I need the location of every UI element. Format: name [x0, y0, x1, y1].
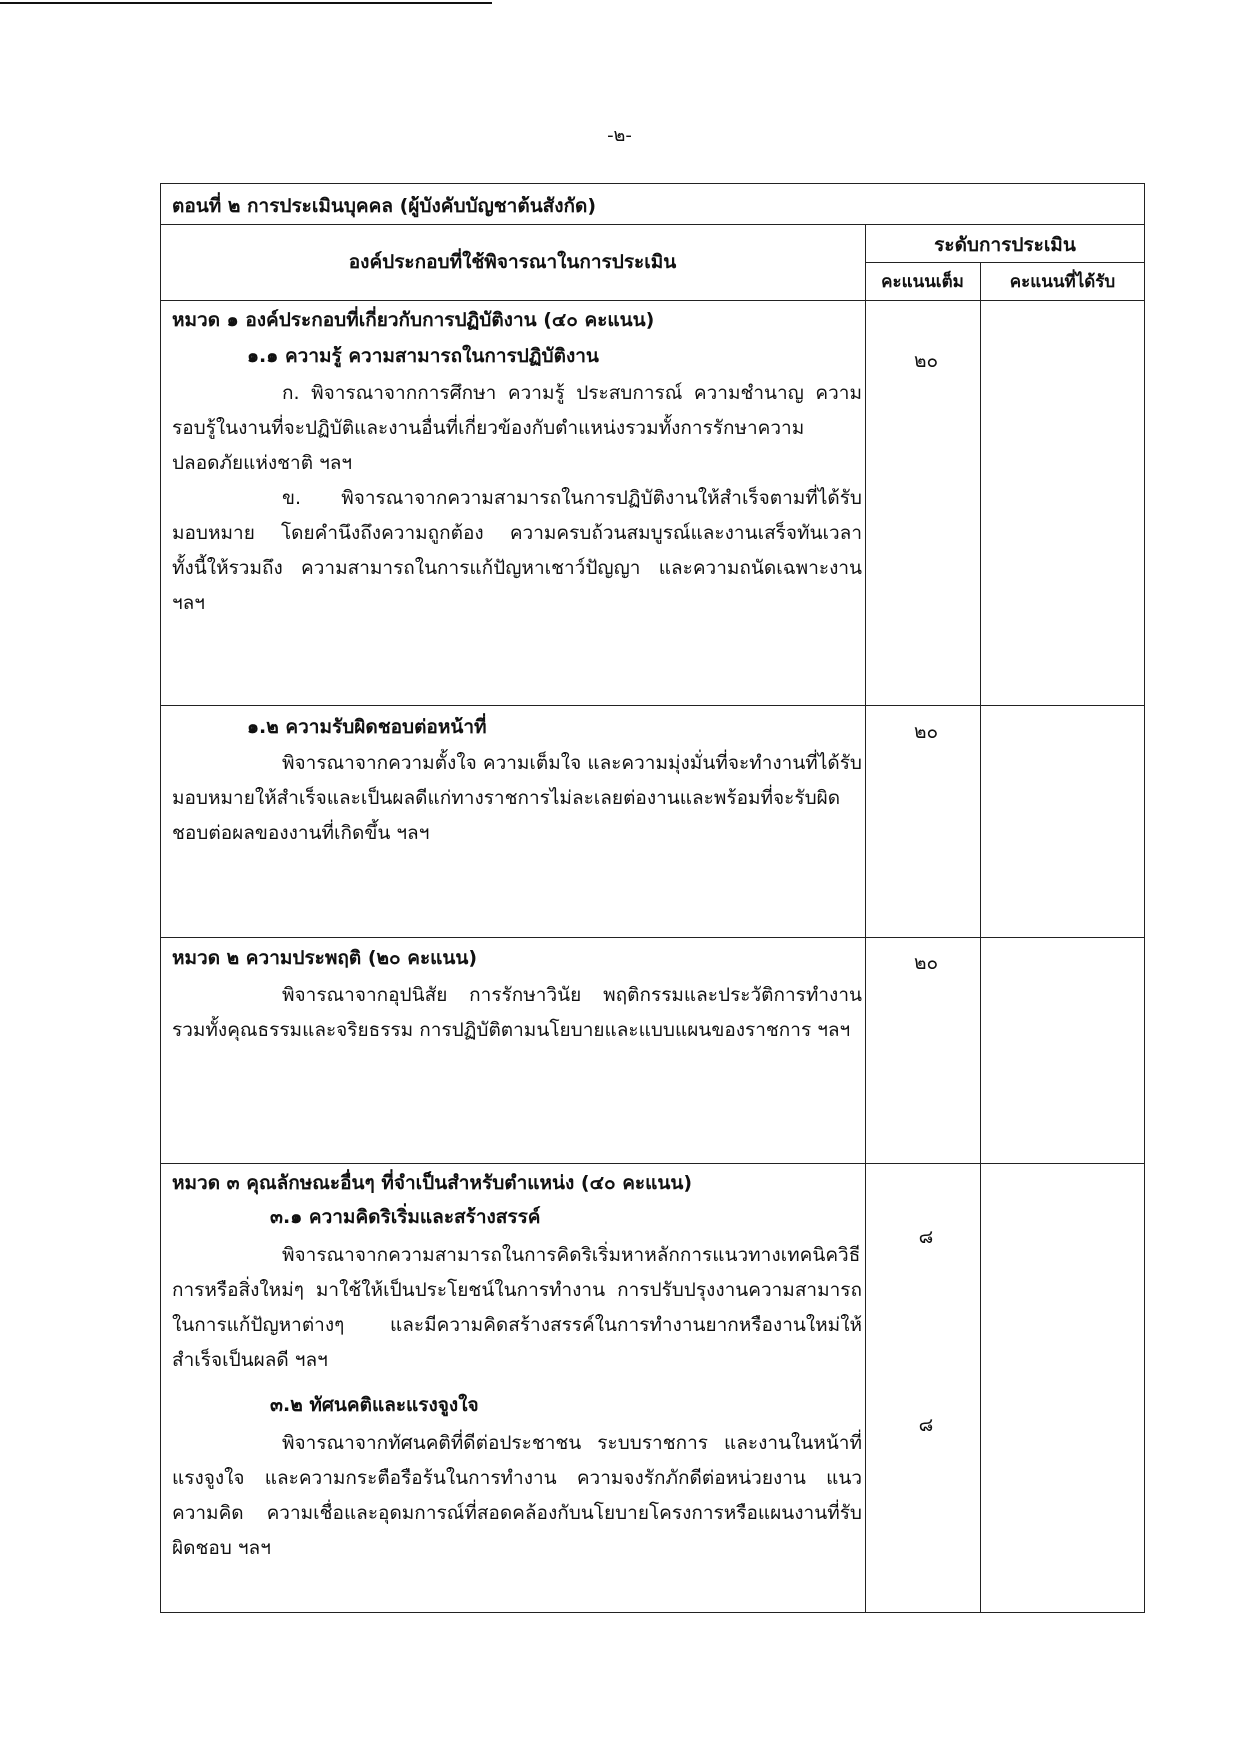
category-2-full-score: ๒๐ [913, 952, 939, 974]
full-score-header: คะแนนเต็ม [881, 272, 964, 292]
category-2-text: พิจารณาจากอุปนิสัย การรักษาวินัย พฤติกรรมและประวัติการทำงาน รวมทั้งคุณธรรมและจริยธรรม การปฏิบัติตามนโยบายและแบบแผนของราชการ ฯลฯ [172, 984, 862, 1041]
rule-after-category-2 [160, 1163, 1145, 1164]
item-3-1-title: ๓.๑ ความคิดริเริ่มและสร้างสรรค์ [270, 1206, 541, 1228]
item-3-2-description [172, 1426, 862, 1566]
rule-after-item-1-1 [160, 705, 1145, 706]
item-1-1-title: ๑.๑ ความรู้ ความสามารถในการปฏิบัติงาน [247, 345, 599, 367]
item-3-1-full-score: ๘ [918, 1226, 934, 1248]
item-1-1-full-score: ๒๐ [913, 350, 939, 372]
item-3-2-full-score: ๘ [918, 1414, 934, 1436]
section-title: ตอนที่ ๒ การประเมินบุคคล (ผู้บังคับบัญชาต้นสังกัด) [172, 195, 597, 217]
item-3-1-text: พิจารณาจากความสามารถในการคิดริเริ่มหาหลักการแนวทางเทคนิควิธีการหรือสิ่งใหม่ๆ มาใช้ให้เป็นประโยชน์ในการทำงาน การปรับปรุงงานความสามารถในการแก้ปัญหาต่างๆ และมีความคิดสร้างสรรค์ในการทำงานยากหรืองานใหม่ให้สำเร็จเป็นผลดี ฯลฯ [172, 1244, 862, 1371]
category-2-description [172, 978, 862, 1048]
item-3-2-text: พิจารณาจากทัศนคติที่ดีต่อประชาชน ระบบราชการ และงานในหน้าที่ แรงจูงใจ และความกระตือรือร้นในการทำงาน ความจงรักภักดีต่อหน่วยงาน แนวความคิด ความเชื่อและอุดมการณ์ที่สอดคล้องกับนโยบายโครงการหรือแผนงานที่รับผิดชอบ ฯลฯ [172, 1432, 862, 1559]
item-3-1-description [172, 1238, 862, 1378]
top-rule [0, 2, 492, 4]
rule-after-category-1 [160, 937, 1145, 938]
category-1-title: หมวด ๑ องค์ประกอบที่เกี่ยวกับการปฏิบัติงาน (๔๐ คะแนน) [172, 309, 655, 331]
item-3-2-title: ๓.๒ ทัศนคติและแรงจูงใจ [270, 1394, 479, 1416]
item-1-2-text: พิจารณาจากความตั้งใจ ความเต็มใจ และความมุ่งมั่นที่จะทำงานที่ได้รับมอบหมายให้สำเร็จและเป็นผลดีแก่ทางราชการไม่ละเลยต่องานและพร้อมที่จะรับผิดชอบต่อผลของงานที่เกิดขึ้น ฯลฯ [172, 752, 862, 844]
rule-under-section-title [160, 224, 1145, 225]
column-divider-full-score [865, 224, 866, 1613]
item-1-2-description [172, 746, 862, 851]
received-score-header: คะแนนที่ได้รับ [1009, 272, 1116, 292]
page-number: -๒- [607, 125, 632, 146]
category-2-title: หมวด ๒ ความประพฤติ (๒๐ คะแนน) [172, 947, 478, 969]
item-1-2-full-score: ๒๐ [913, 721, 939, 743]
item-1-2-title: ๑.๒ ความรับผิดชอบต่อหน้าที่ [247, 716, 487, 738]
rule-under-level-label [865, 262, 1145, 263]
level-header: ระดับการประเมิน [934, 234, 1076, 256]
item-1-1-description [172, 376, 862, 621]
component-header: องค์ประกอบที่ใช้พิจารณาในการประเมิน [348, 251, 677, 273]
category-3-title: หมวด ๓ คุณลักษณะอื่นๆ ที่จำเป็นสำหรับตำแหน่ง (๔๐ คะแนน) [172, 1172, 693, 1194]
item-1-1-criterion-a: ก. พิจารณาจากการศึกษา ความรู้ ประสบการณ์ ความชำนาญ ความรอบรู้ในงานที่จะปฏิบัติและงานอื่นที่เกี่ยวข้องกับตำแหน่งรวมทั้งการรักษาความปลอดภัยแห่งชาติ ฯลฯ [172, 382, 862, 474]
rule-under-header [160, 300, 1145, 301]
item-1-1-criterion-b: ข. พิจารณาจากความสามารถในการปฏิบัติงานให้สำเร็จตามที่ได้รับมอบหมาย โดยคำนึงถึงความถูกต้อง ความครบถ้วนสมบูรณ์และงานเสร็จทันเวลา ทั้งนี้ให้รวมถึง ความสามารถในการแก้ปัญหาเชาว์ปัญญา และความถนัดเฉพาะงาน ฯลฯ [172, 487, 862, 614]
